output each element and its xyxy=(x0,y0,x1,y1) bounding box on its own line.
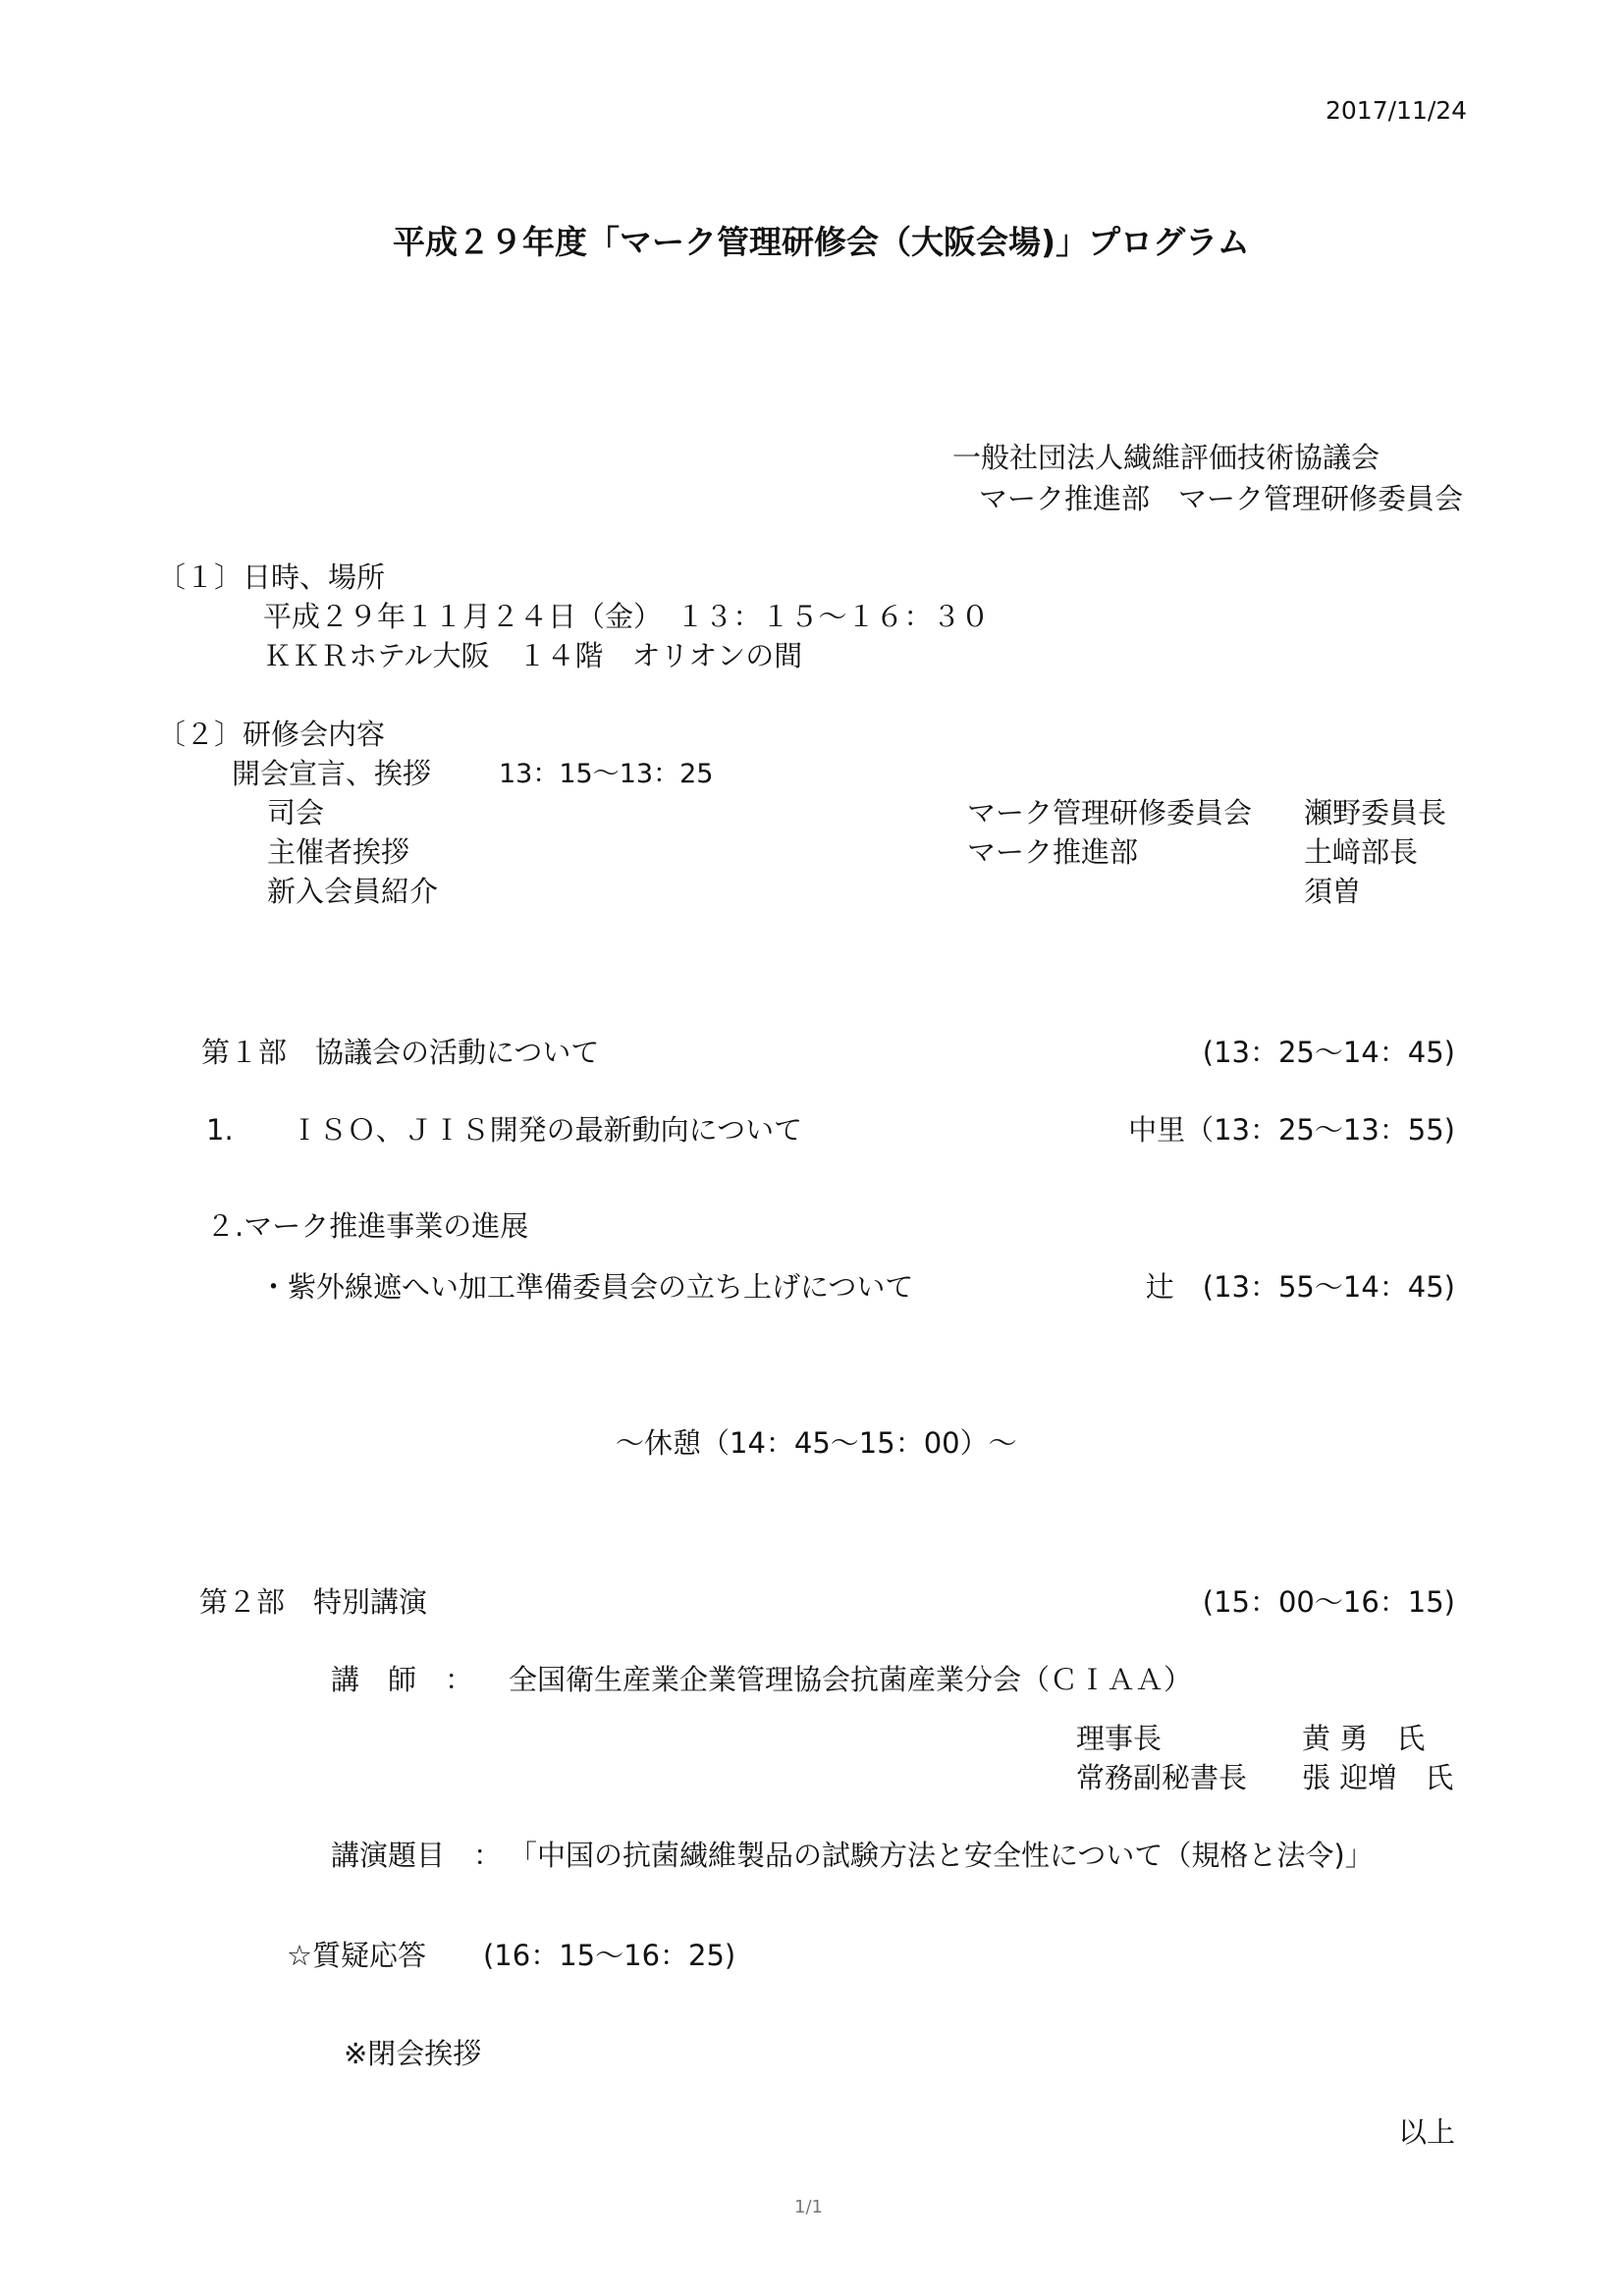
part1-time: (13：25〜14：45) xyxy=(1202,1036,1455,1069)
lecturer-name: 黄 勇 氏 xyxy=(1302,1722,1426,1755)
event-datetime: 平成２９年１１月２４日（金） １３：１５〜１６：３０ xyxy=(263,600,990,633)
lecturer-name: 張 迎増 氏 xyxy=(1302,1761,1454,1794)
lecturer-position: 理事長 xyxy=(1076,1722,1163,1755)
opening-time: 13：15〜13：25 xyxy=(499,759,714,789)
schedule-role: 司会 xyxy=(267,796,325,829)
break-time: 〜休憩（14：45〜15：00）〜 xyxy=(616,1426,1017,1460)
part2-time: (15：00〜16：15) xyxy=(1202,1585,1455,1619)
schedule-person: 土﨑部長 xyxy=(1304,835,1419,869)
lecture-topic: 「中国の抗菌繊維製品の試験方法と安全性について（規格と法令)」 xyxy=(509,1839,1374,1872)
part1-item2: ２.マーク推進事業の進展 xyxy=(206,1209,529,1243)
event-venue: ＫＫＲホテル大阪 １４階 オリオンの間 xyxy=(263,639,803,672)
part1-item1-speaker: 中里（13：25〜13：55) xyxy=(1128,1113,1455,1147)
document-date: 2017/11/24 xyxy=(1326,96,1468,125)
schedule-role: 新入会員紹介 xyxy=(267,875,439,908)
qa-session: ☆質疑応答 (16：15〜16：25) xyxy=(287,1939,736,1972)
page-number: 1/1 xyxy=(794,2197,823,2217)
organizer-department: マーク推進部 マーク管理研修委員会 xyxy=(979,482,1464,515)
schedule-org: マーク管理研修委員会 xyxy=(967,796,1253,829)
page-title: 平成２９年度「マーク管理研修会（大阪会場)」プログラム xyxy=(393,223,1250,261)
schedule-role: 主催者挨拶 xyxy=(267,835,410,869)
end-mark: 以上 xyxy=(1397,2115,1455,2149)
lecturer-position: 常務副秘書長 xyxy=(1076,1761,1248,1794)
topic-label: 講演題目 ： xyxy=(331,1839,503,1872)
section1-heading: 〔１〕日時、場所 xyxy=(157,561,386,594)
schedule-person: 須曽 xyxy=(1304,875,1362,908)
schedule-org: マーク推進部 xyxy=(967,835,1139,869)
opening-label: 開会宣言、挨拶 xyxy=(232,757,432,790)
closing-remarks: ※閉会挨拶 xyxy=(344,2037,482,2070)
organizer-name: 一般社団法人繊維評価技術協議会 xyxy=(952,441,1380,474)
lecturer-organization: 全国衛生産業企業管理協会抗菌産業分会（ＣＩＡＡ） xyxy=(509,1663,1193,1696)
part1-item2-speaker: 辻 (13：55〜14：45) xyxy=(1145,1270,1455,1304)
part1-item1: 1. ＩＳＯ、ＪＩＳ開発の最新動向について xyxy=(206,1113,803,1147)
lecturer-label: 講 師 ： xyxy=(331,1663,474,1696)
part1-title: 第１部 協議会の活動について xyxy=(201,1036,600,1069)
part2-title: 第２部 特別講演 xyxy=(199,1585,428,1619)
part1-item2-sub: ・紫外線遮へい加工準備委員会の立ち上げについて xyxy=(259,1270,914,1304)
schedule-person: 瀬野委員長 xyxy=(1304,796,1447,829)
section2-heading: 〔２〕研修会内容 xyxy=(157,718,386,751)
